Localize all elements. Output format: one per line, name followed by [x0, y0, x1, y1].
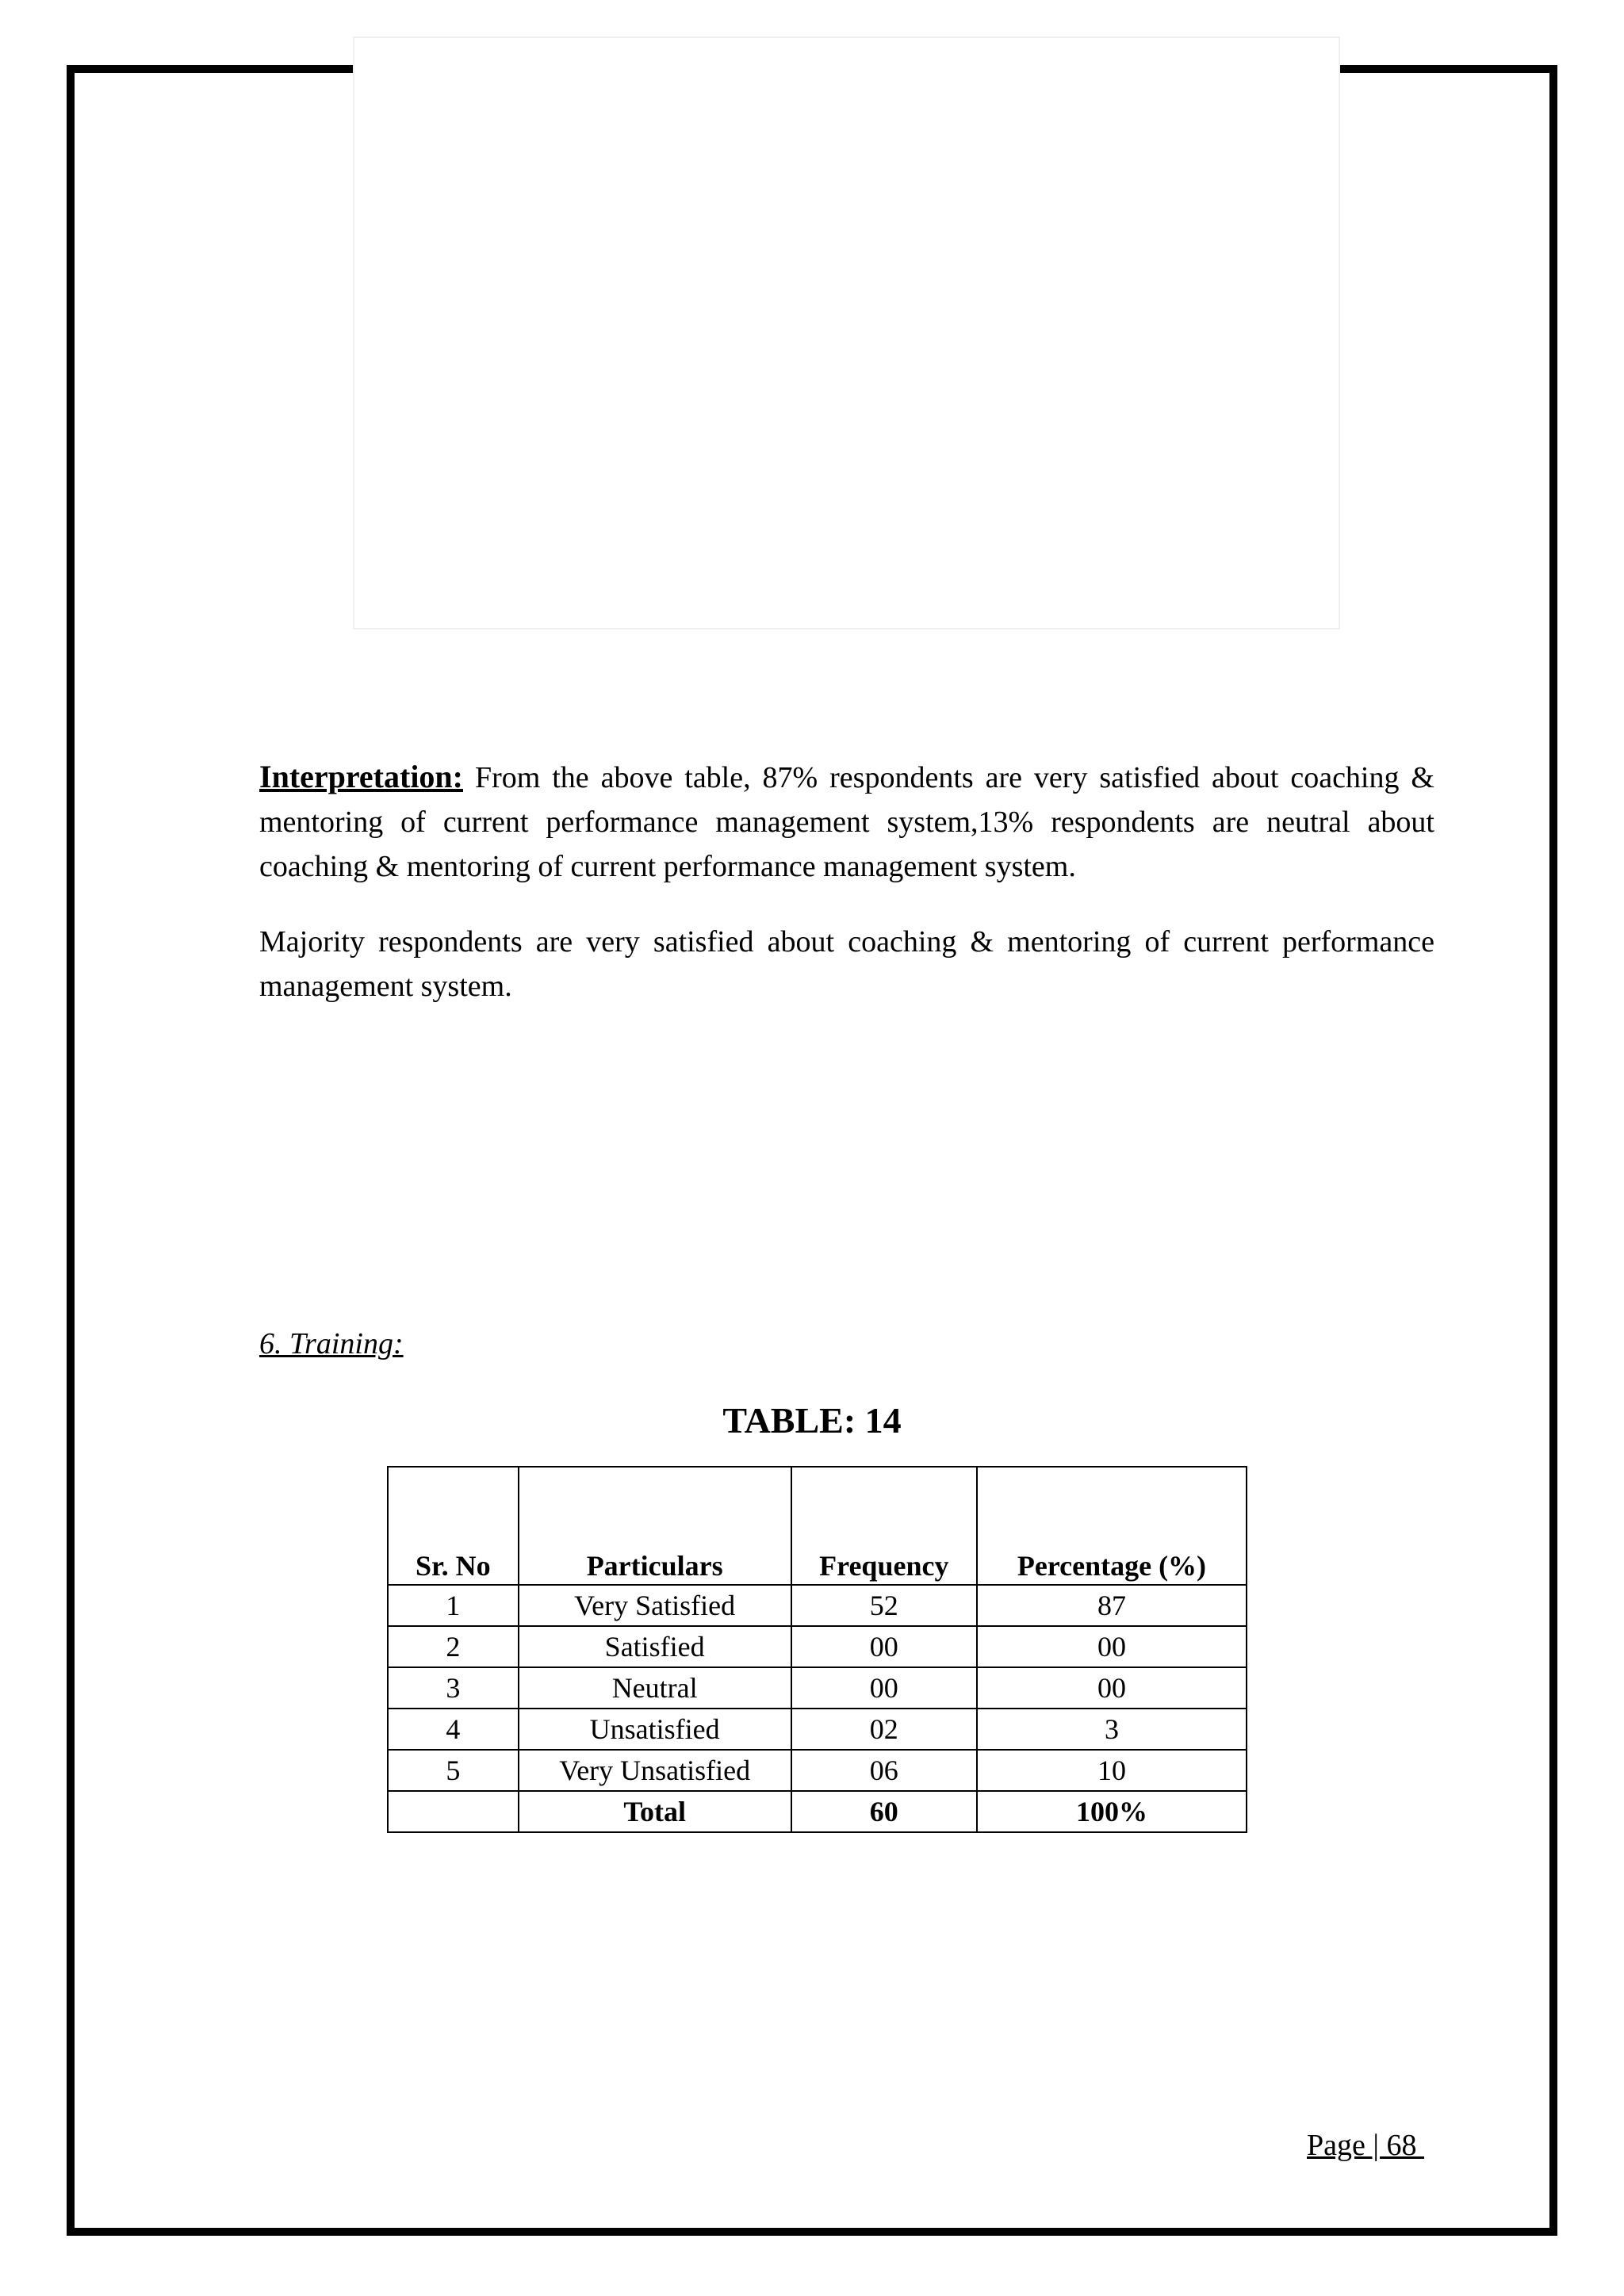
header-sr-no: Sr. No — [388, 1467, 519, 1585]
total-frequency: 60 — [791, 1791, 977, 1832]
interpretation-label: Interpretation: — [259, 759, 463, 794]
table-total-row — [388, 1791, 1247, 1832]
table-row — [388, 1667, 1247, 1709]
cell-particular: Very Satisfied — [519, 1585, 791, 1626]
cell-percentage: 3 — [977, 1709, 1247, 1750]
cell-frequency: 00 — [791, 1667, 977, 1709]
interpretation-paragraph — [259, 755, 1434, 889]
table-title: TABLE: 14 — [722, 1400, 902, 1441]
cell-frequency: 52 — [791, 1585, 977, 1626]
cell-particular: Very Unsatisfied — [519, 1750, 791, 1791]
cell-particular: Satisfied — [519, 1626, 791, 1667]
data-table — [387, 1466, 1247, 1833]
cell-sr: 5 — [388, 1750, 519, 1791]
interpretation-text: From the above table, 87% respondents are very satisfied about coaching & mentoring of current performance management system,13% respondents are neutral about coaching & mentoring of current performance management system. — [259, 761, 1434, 883]
cell-sr: 1 — [388, 1585, 519, 1626]
cell-sr — [388, 1791, 519, 1832]
cell-percentage: 00 — [977, 1626, 1247, 1667]
table-row — [388, 1709, 1247, 1750]
cell-percentage: 00 — [977, 1667, 1247, 1709]
table-row — [388, 1585, 1247, 1626]
cell-particular: Unsatisfied — [519, 1709, 791, 1750]
total-percentage: 100% — [977, 1791, 1247, 1832]
header-percentage: Percentage (%) — [977, 1467, 1247, 1585]
section-heading: 6. Training: — [259, 1327, 404, 1360]
cell-sr: 3 — [388, 1667, 519, 1709]
cell-percentage: 87 — [977, 1585, 1247, 1626]
total-label: Total — [519, 1791, 791, 1832]
cell-sr: 4 — [388, 1709, 519, 1750]
cell-frequency: 00 — [791, 1626, 977, 1667]
header-frequency: Frequency — [791, 1467, 977, 1585]
page-number: Page | 68 — [1307, 2129, 1424, 2162]
table-row — [388, 1626, 1247, 1667]
cell-particular: Neutral — [519, 1667, 791, 1709]
cell-frequency: 06 — [791, 1750, 977, 1791]
figure-placeholder — [353, 36, 1340, 629]
table-row — [388, 1750, 1247, 1791]
cell-frequency: 02 — [791, 1709, 977, 1750]
header-particulars: Particulars — [519, 1467, 791, 1585]
table-header-row — [388, 1467, 1247, 1585]
cell-percentage: 10 — [977, 1750, 1247, 1791]
cell-sr: 2 — [388, 1626, 519, 1667]
majority-paragraph: Majority respondents are very satisfied about coaching & mentoring of current performance management system. — [259, 925, 1434, 1003]
